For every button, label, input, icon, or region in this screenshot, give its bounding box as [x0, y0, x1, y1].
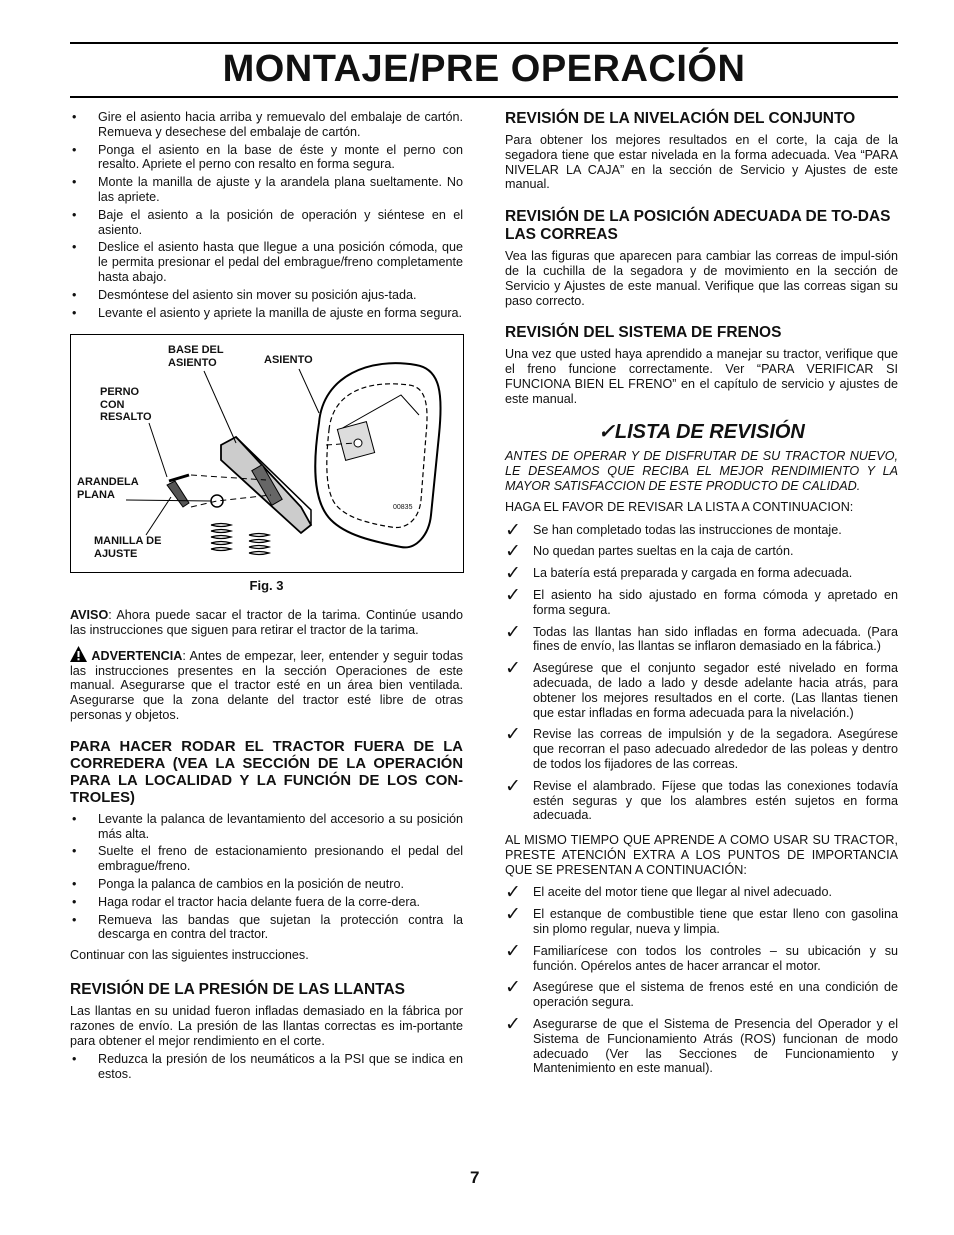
label-asiento: ASIENTO — [264, 354, 313, 367]
list-item: • Reduzca la presión de los neumáticos a la PSI que se indica en estos. — [70, 1052, 463, 1082]
checklist-item — [505, 1014, 898, 1076]
presion-text: Las llantas en su unidad fueron infladas demasiado en la fábrica por razones de envío. La presión de las llantas correctas es im-portante para obtener el mejor rendimiento en el corte. — [70, 1003, 463, 1048]
aviso-text: : Ahora puede sacar el tractor de la tarima. Continúe usando las instrucciones que siguen para retirar el tractor de la tarima. — [70, 608, 463, 637]
rodar-list — [70, 812, 463, 942]
checklist-item — [505, 904, 898, 937]
correas-text: Vea las figuras que aparecen para cambiar las correas de impul-sión de la cuchilla de la segadora y de movimiento en la sección de Servicio y Ajustes de este manual. Verifique que las correas sigan su paso correcto. — [505, 249, 898, 308]
list-item: • Monte la manilla de ajuste y la arandela plana sueltamente. No las apriete. — [70, 175, 463, 205]
lista-heading-text: LISTA DE REVISIÓN — [614, 420, 805, 443]
advertencia-text: : Antes de empezar, leer, entender y seguir todas las instrucciones presentes en la sección Operaciones de este manual. Asegurarse que el tractor esté en un área bien ventilada. Asegurarse que la zona delante del tractor esté libre de otras personas y objetos. — [70, 648, 463, 722]
label-manilla-de-ajuste: MANILLA DE AJUSTE — [94, 535, 162, 560]
checklist-item — [505, 519, 898, 541]
list-item: • Remueva las bandas que sujetan la protección contra la descarga en contra del tractor. — [70, 913, 463, 943]
list-item: • Desmóntese del asiento sin mover su posición ajus-tada. — [70, 288, 463, 303]
list-item: • Suelte el freno de estacionamiento presionando el pedal del embrague/freno. — [70, 844, 463, 874]
label-arandela-plana: ARANDELA PLANA — [77, 476, 139, 501]
check-icon: ✓ — [505, 563, 521, 585]
frenos-text: Una vez que usted haya aprendido a manejar su tractor, verifique que el freno funcione correctamente. Ver “PARA VERIFICAR SI FUNCIONA BIEN EL FRENO” en el capítulo de servicio y ajustes de este manual. — [505, 347, 898, 406]
list-item: • Levante la palanca de levantamiento del accesorio a su posición más alta. — [70, 812, 463, 842]
frenos-heading: REVISIÓN DEL SISTEMA DE FRENOS — [505, 324, 782, 342]
checklist-item-text: La batería está preparada y cargada en forma adecuada. — [533, 566, 853, 581]
checklist-item-text: Familiarícese con todos los controles – su ubicación y su función. Opérelos antes de hacer arrancar el motor. — [533, 943, 898, 973]
checklist-item — [505, 621, 898, 655]
checklist-item-text: Asegúrese que el sistema de frenos esté en una condición de operación segura. — [533, 980, 898, 1010]
checklist-item-text: Asegurarse de que el Sistema de Presencia del Operador y el Sistema de Funcionamiento Atrás (ROS) funcionan de modo adecuado (Ver las Secciones de Funcionamiento y Mantenimiento en este manual). — [533, 1017, 898, 1076]
checklist-item — [505, 541, 898, 563]
nivel-heading: REVISIÓN DE LA NIVELACIÓN DEL CONJUNTO — [505, 110, 856, 127]
check-icon: ✓ — [505, 1014, 521, 1036]
checklist-item-text: Asegúrese que el conjunto segador esté nivelado en forma adecuada, de lado a lado y desde adelante hacia atrás, para obtener los mejores resultados en el corte. (Las llantas tienen que estar infladas en forma adecuada para la nivelación.) — [533, 661, 898, 720]
presion-heading: REVISIÓN DE LA PRESIÓN DE LAS LLANTAS — [70, 980, 405, 998]
checklist-item — [505, 775, 898, 823]
top-rule — [70, 42, 898, 44]
list-item: • Gire el asiento hacia arriba y remuevalo del embalaje de cartón. Remueva y desechese del embalaje de cartón. — [70, 110, 463, 140]
page-number: 7 — [470, 1168, 480, 1187]
advertencia-label: ADVERTENCIA — [91, 648, 183, 663]
checklist-item-text: El aceite del motor tiene que llegar al nivel adecuado. — [533, 885, 832, 900]
aviso-label: AVISO — [70, 608, 109, 623]
check-icon: ✓ — [505, 904, 521, 926]
checklist-item-text: Todas las llantas han sido infladas en forma adecuada. (Para fines de envío, las llantas se inflaron demasiado en la fábrica.) — [533, 624, 898, 654]
check-icon: ✓ — [505, 584, 521, 606]
checklist-item — [505, 724, 898, 771]
advertencia-paragraph — [70, 646, 463, 723]
label-perno-con-resalto: PERNO CON RESALTO — [100, 386, 152, 424]
list-item: • Levante el asiento y apriete la manilla de ajuste en forma segura. — [70, 306, 463, 321]
checklist-item — [505, 584, 898, 618]
checklist-2 — [505, 882, 898, 1076]
left-column — [70, 110, 463, 1088]
seat-assembly-list — [70, 110, 463, 320]
list-item: • Baje el asiento a la posición de operación y siéntese en el asiento. — [70, 208, 463, 238]
list-item: • Ponga el asiento en la base de éste y monte el perno con resalto. Apriete el perno con resalto en forma segura. — [70, 143, 463, 173]
correas-heading: REVISIÓN DE LA POSICIÓN ADECUADA DE TO-DAS LAS CORREAS — [505, 208, 891, 244]
seat-figure — [70, 334, 464, 573]
lista-intro: ANTES DE OPERAR Y DE DISFRUTAR DE SU TRACTOR NUEVO, LE DESEAMOS QUE RECIBA EL MEJOR RENDIMIENTO Y LA MAYOR SATISFACCION DE ESTE PRODUCTO DE CALIDAD. — [505, 449, 898, 493]
check-icon: ✓ — [505, 882, 521, 904]
presion-list — [70, 1052, 463, 1082]
checklist-item — [505, 977, 898, 1010]
list-item: • Deslice el asiento hasta que llegue a una posición cómoda, que le permita presionar el pedal del embrague/freno completamente hasta abajo. — [70, 240, 463, 284]
checklist-item-text: Revise las correas de impulsión y de la segadora. Asegúrese que recorran el paso adecuado alrededor de las poleas y dentro de todos los fijadores de las correas. — [533, 727, 898, 771]
check-icon: ✓ — [505, 724, 521, 746]
checklist-item-text: Se han completado todas las instrucciones de montaje. — [533, 522, 842, 537]
nivel-text: Para obtener los mejores resultados en el corte, la caja de la segadora tiene que estar nivelada en la forma adecuada. Vea “PARA NIVELAR LA CAJA” en la sección de Servicio y Ajustes de este manual. — [505, 133, 898, 192]
checklist-item-text: El asiento ha sido ajustado en forma cómoda y apretado en forma segura. — [533, 587, 898, 617]
label-base-del-asiento: BASE DEL ASIENTO — [168, 344, 224, 369]
mismo-tiempo-text: AL MISMO TIEMPO QUE APRENDE A COMO USAR SU TRACTOR, PRESTE ATENCIÓN EXTRA A LOS PUNTOS DE IMPORTANCIA QUE SE PRESENTAN A CONTINUACIÓN: — [505, 833, 898, 877]
page-title: MONTAJE/PRE OPERACIÓN — [222, 48, 746, 90]
checklist-item — [505, 882, 898, 904]
checklist-item — [505, 658, 898, 720]
check-icon: ✓ — [505, 541, 521, 563]
title-underline — [70, 96, 898, 98]
lista-prompt: HAGA EL FAVOR DE REVISAR LA LISTA A CONTINUACION: — [505, 499, 854, 514]
checklist-item-text: Revise el alambrado. Fíjese que todas las conexiones todavía estén seguras y que los alambres estén sujetos en forma adecuada. — [533, 778, 898, 823]
list-item: • Haga rodar el tractor hacia delante fuera de la corre-dera. — [70, 895, 463, 910]
check-icon: ✓ — [505, 977, 521, 999]
lista-heading — [505, 420, 898, 443]
continuar-text: Continuar con las siguientes instrucciones. — [70, 948, 309, 963]
check-icon: ✓ — [505, 775, 521, 797]
checklist-item-text: No quedan partes sueltas en la caja de cartón. — [533, 544, 794, 559]
warning-icon — [70, 646, 87, 662]
list-item: • Ponga la palanca de cambios en la posición de neutro. — [70, 877, 463, 892]
checklist-item — [505, 563, 898, 585]
aviso-paragraph — [70, 608, 463, 638]
checklist-item-text: El estanque de combustible tiene que estar lleno con gasolina sin plomo regular, nueva y limpia. — [533, 907, 898, 937]
checklist-item — [505, 940, 898, 974]
check-icon: ✓ — [598, 420, 615, 443]
rodar-heading: PARA HACER RODAR EL TRACTOR FUERA DE LA CORREDERA (VEA LA SECCIÓN DE LA OPERACIÓN PARA LA LOCALIDAD Y LA FUNCIÓN DE LOS CON-TROLES) — [70, 738, 463, 806]
right-column — [505, 110, 898, 1084]
check-icon: ✓ — [505, 658, 521, 680]
figure-code: 00835 — [393, 504, 413, 512]
check-icon: ✓ — [505, 940, 521, 962]
check-icon: ✓ — [505, 621, 521, 643]
checklist-1 — [505, 519, 898, 824]
check-icon: ✓ — [505, 519, 521, 541]
figure-caption: Fig. 3 — [249, 578, 284, 594]
